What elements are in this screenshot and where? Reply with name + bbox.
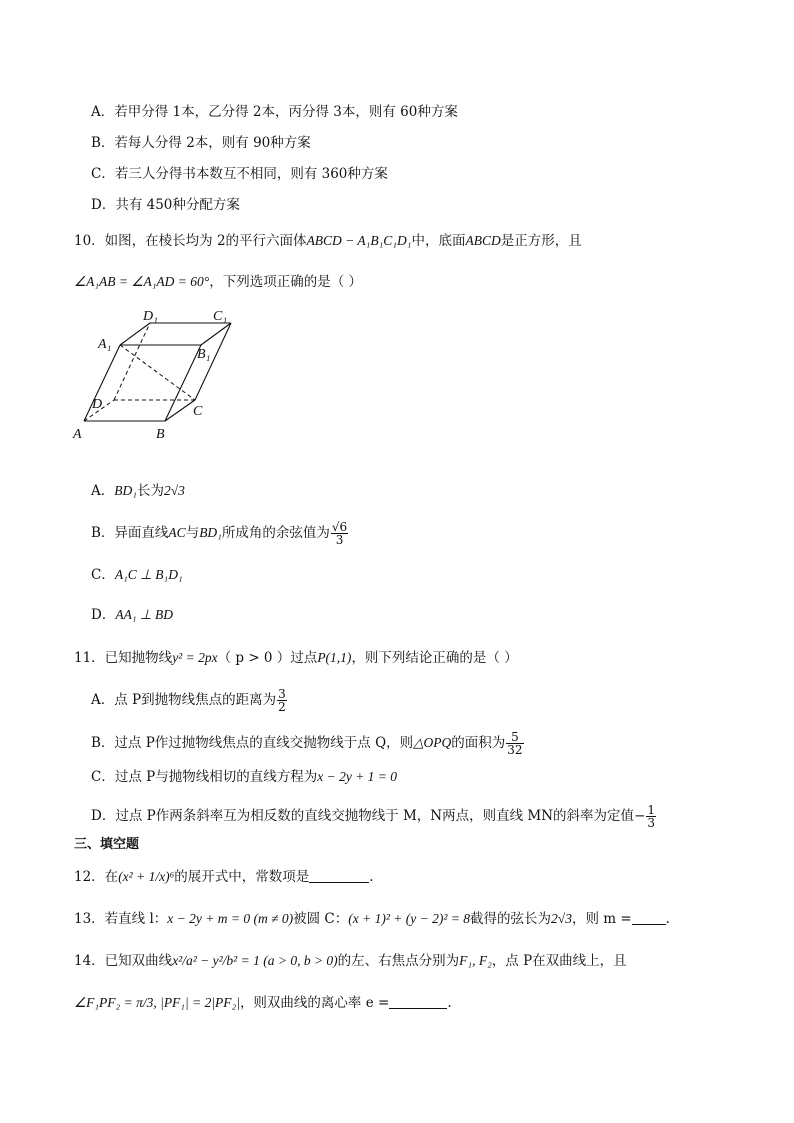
q13-stem: 13．若直线 l：x − 2y + m = 0 (m ≠ 0)被圆 C：(x + 1)² + (y − 2)² = 8截得的弦长为2√3，则 m = . bbox=[74, 911, 670, 927]
q9-option-a: A．若甲分得 1本，乙分得 2本，丙分得 3本，则有 60种方案 bbox=[91, 104, 458, 120]
label-c: C bbox=[193, 404, 203, 419]
edge-b1-c1 bbox=[201, 323, 231, 345]
q14-stem-line2: ∠F₁PF₂ = π/3, |PF₁| = 2|PF₂|，则双曲线的离心率 e = . bbox=[74, 995, 452, 1011]
q11-option-d: D．过点 P作两条斜率互为相反数的直线交抛物线于 M，N两点，则直线 MN的斜率为定值− $\frac{1}{3}$ bbox=[91, 803, 656, 830]
q12-answer-blank[interactable] bbox=[309, 882, 369, 883]
q11-option-c: C．过点 P与抛物线相切的直线方程为x − 2y + 1 = 0 bbox=[91, 769, 398, 785]
q9-option-c: C．若三人分得书本数互不相同，则有 360种方案 bbox=[91, 166, 388, 182]
q14-answer-blank[interactable] bbox=[389, 1008, 447, 1009]
q9-option-d: D．共有 450种分配方案 bbox=[91, 197, 240, 213]
q10-base-name: ABCD bbox=[465, 233, 501, 248]
label-d1: D₁ bbox=[143, 309, 158, 324]
q11-stem: 11．已知抛物线y² = 2px（ p > 0 ）过点P(1,1)，则下列结论正确的是（ ） bbox=[74, 650, 518, 666]
edge-a1-d1 bbox=[120, 323, 150, 345]
q10-solid-name: ABCD − A₁B₁C₁D₁ bbox=[306, 233, 412, 248]
edge-d-d1 bbox=[114, 323, 150, 400]
q10-option-a: A．BD₁长为2√3 bbox=[91, 483, 185, 499]
q11-option-a: A．点 P到抛物线焦点的距离为 $\frac{3}{2}$ bbox=[91, 687, 286, 714]
q10-option-b: B．异面直线AC与BD₁所成角的余弦值为 $\frac{√6}{3}$ bbox=[91, 520, 348, 547]
q10-stem-line2: ∠A₁AB = ∠A₁AD = 60°，下列选项正确的是（ ） bbox=[74, 274, 362, 290]
q9-option-b: B．若每人分得 2本，则有 90种方案 bbox=[91, 135, 311, 151]
q12-stem: 12．在(x² + 1/x)⁶的展开式中，常数项是 . bbox=[74, 869, 374, 885]
label-c1: C₁ bbox=[213, 309, 228, 324]
diagonal-a1-c bbox=[120, 345, 195, 400]
q10-parallelepiped-figure bbox=[70, 300, 245, 475]
label-b: B bbox=[156, 427, 165, 442]
label-a1: A₁ bbox=[98, 337, 112, 352]
q10-option-c: C．A₁C ⊥ B₁D₁ bbox=[91, 567, 183, 583]
label-b1: B₁ bbox=[197, 347, 211, 362]
q11-option-b: B．过点 P作过抛物线焦点的直线交抛物线于点 Q，则△OPQ的面积为 $\frac{5}{32}$ bbox=[91, 730, 523, 757]
section-fill-in-title: 三、填空题 bbox=[74, 837, 140, 852]
label-d: D bbox=[92, 397, 103, 412]
q10-stem-line1: 10．如图，在棱长均为 2的平行六面体ABCD − A₁B₁C₁D₁中，底面ABCD是正方形，且 bbox=[74, 233, 582, 249]
q13-answer-blank[interactable] bbox=[632, 924, 666, 925]
q10-angle-condition: ∠A₁AB = ∠A₁AD = 60° bbox=[74, 274, 210, 289]
q10-b-fraction: $\frac{√6}{3}$ bbox=[331, 520, 348, 547]
q14-stem-line1: 14．已知双曲线x²/a² − y²/b² = 1 (a > 0, b > 0)的左、右焦点分别为F₁, F₂，点 P在双曲线上，且 bbox=[74, 953, 627, 969]
q10-option-d: D．AA₁ ⊥ BD bbox=[91, 607, 174, 623]
label-a: A bbox=[73, 427, 82, 442]
